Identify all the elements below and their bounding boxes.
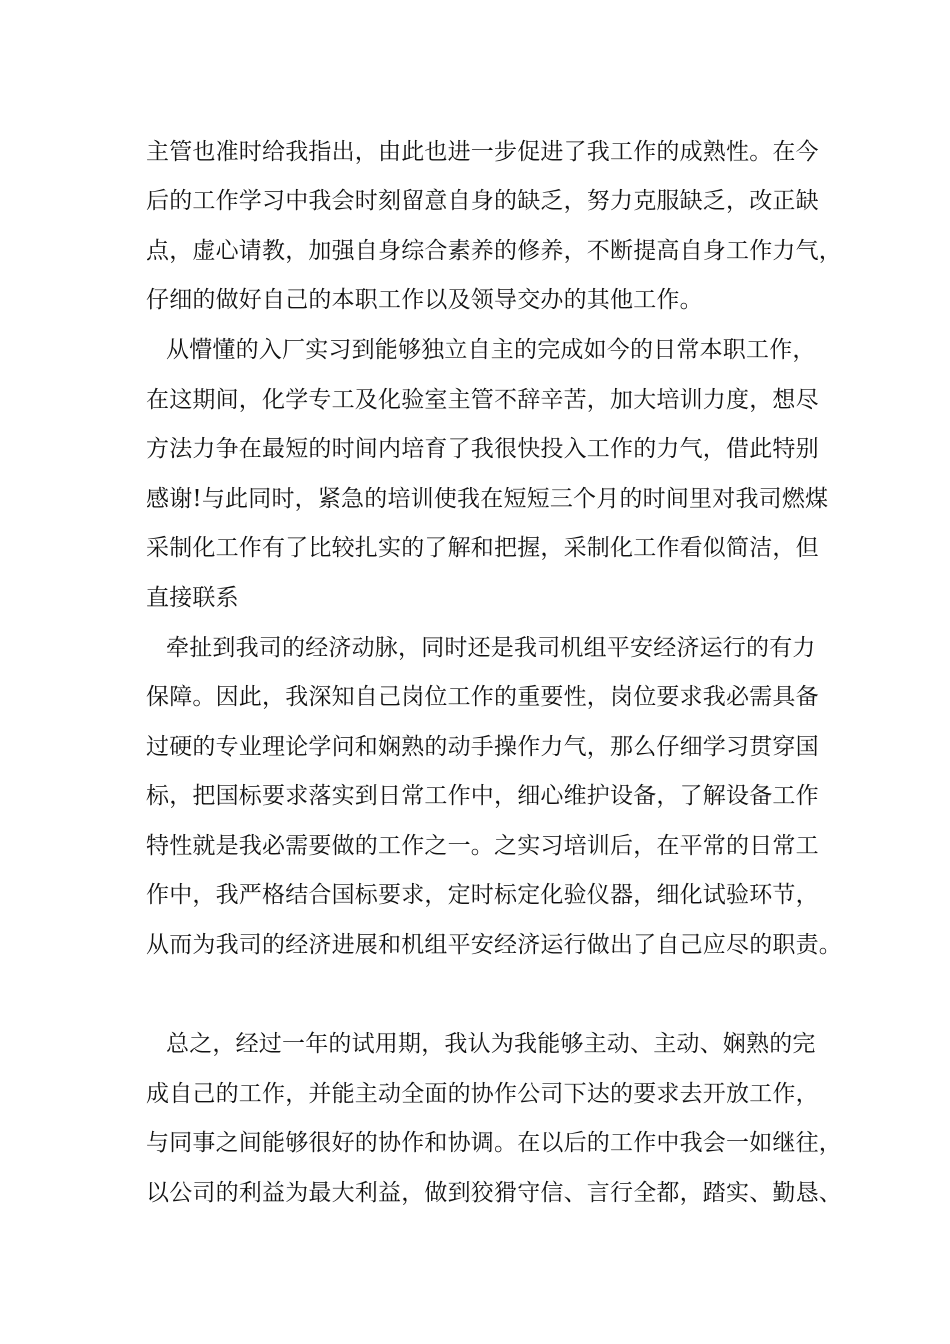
text-line: 总之，经过一年的试用期，我认为我能够主动、主动、娴熟的完 xyxy=(166,1031,816,1057)
text-line: 仔细的做好自己的本职工作以及领导交办的其他工作。 xyxy=(146,287,703,313)
text-line: 标，把国标要求落实到日常工作中，细心维护设备，了解设备工作 xyxy=(146,783,819,809)
text-line: 与同事之间能够很好的协作和协调。在以后的工作中我会一如继往， xyxy=(146,1130,842,1156)
text-line: 过硬的专业理论学问和娴熟的动手操作力气，那么仔细学习贯穿国 xyxy=(146,734,819,760)
text-line: 后的工作学习中我会时刻留意自身的缺乏，努力克服缺乏，改正缺 xyxy=(146,188,819,214)
text-line: 感谢!与此同时，紧急的培训使我在短短三个月的时间里对我司燃煤 xyxy=(146,486,829,512)
text-line: 方法力争在最短的时间内培育了我很快投入工作的力气，借此特别 xyxy=(146,436,819,462)
text-line: 从懵懂的入厂实习到能够独立自主的完成如今的日常本职工作， xyxy=(166,337,816,363)
text-line: 成自己的工作，并能主动全面的协作公司下达的要求去开放工作， xyxy=(146,1081,819,1107)
text-line: 在这期间，化学专工及化验室主管不辞辛苦，加大培训力度，想尽 xyxy=(146,387,819,413)
text-line: 直接联系 xyxy=(146,585,239,611)
text-line: 作中，我严格结合国标要求，定时标定化验仪器，细化试验环节， xyxy=(146,882,819,908)
text-line: 主管也准时给我指出，由此也进一步促进了我工作的成熟性。在今 xyxy=(146,139,819,165)
text-line: 采制化工作有了比较扎实的了解和把握，采制化工作看似简洁，但 xyxy=(146,535,819,561)
text-line: 保障。因此，我深知自己岗位工作的重要性，岗位要求我必需具备 xyxy=(146,684,819,710)
text-line: 特性就是我必需要做的工作之一。之实习培训后，在平常的日常工 xyxy=(146,833,819,859)
text-line: 牵扯到我司的经济动脉，同时还是我司机组平安经济运行的有力 xyxy=(166,635,816,661)
text-line: 点，虚心请教，加强自身综合素养的修养，不断提高自身工作力气， xyxy=(146,238,842,264)
text-line: 以公司的利益为最大利益，做到狡猾守信、言行全都，踏实、勤恳、 xyxy=(146,1180,842,1206)
text-line: 从而为我司的经济进展和机组平安经济运行做出了自己应尽的职责。 xyxy=(146,932,842,958)
